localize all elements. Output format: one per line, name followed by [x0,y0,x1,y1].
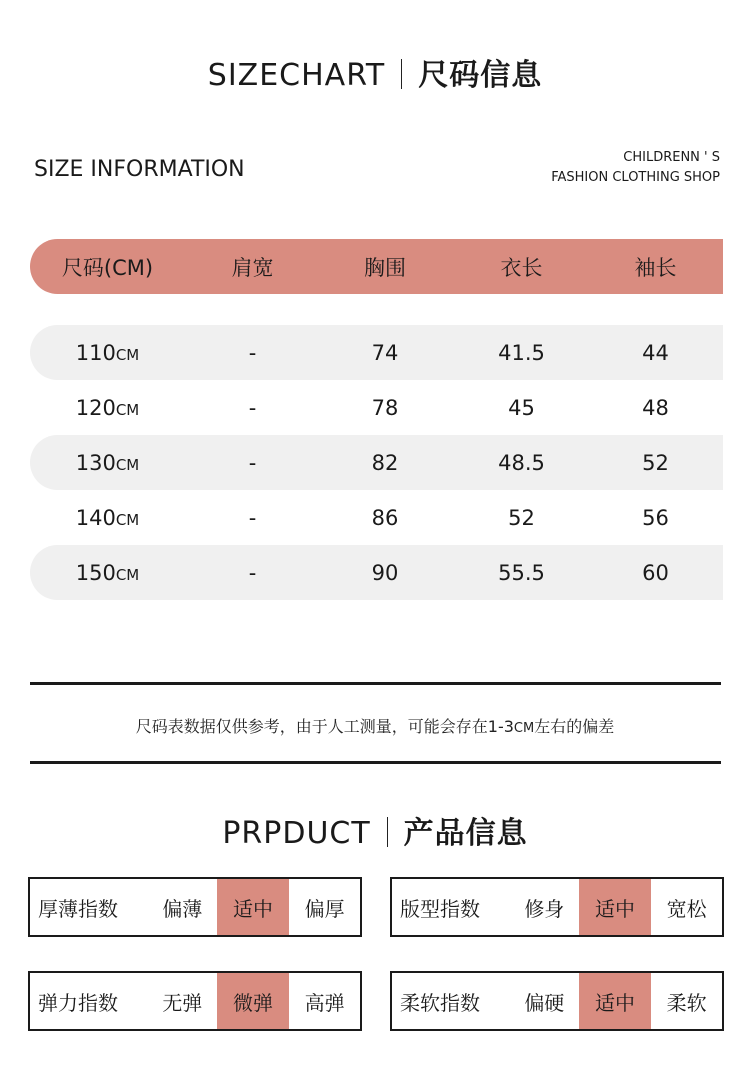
length-cell: 45 [508,395,535,420]
index-option: 无弹 [162,990,203,1015]
title-divider [401,59,402,89]
index-option: 柔软 [666,990,707,1015]
size-cell: 110CM [75,340,140,365]
shoulder-cell: - [248,450,257,475]
sleeve-cell: 52 [642,450,669,475]
header-size: 尺码(CM) [61,255,154,280]
elasticity-index [28,971,362,1031]
size-cell: 120CM [75,395,140,420]
index-option: 高弹 [304,990,345,1015]
chest-cell: 86 [371,505,399,530]
sleeve-cell: 48 [642,395,669,420]
brand-caption [551,148,720,188]
chest-cell: 78 [371,395,399,420]
sleeve-cell: 56 [642,505,669,530]
table-row [30,490,723,545]
brand-line-1: CHILDRENN ' S [623,150,720,165]
softness-index [390,971,724,1031]
index-option-selected: 微弹 [217,973,290,1029]
sleeve-cell: 44 [642,340,669,365]
index-label: 版型指数 [400,896,480,921]
shoulder-cell: - [248,340,257,365]
table-row [30,325,723,380]
sizechart-title-en: SIZECHART [207,58,386,93]
index-option-selected: 适中 [579,973,652,1029]
size-table-header [30,239,723,294]
size-cell: 140CM [75,505,140,530]
thickness-index [28,877,362,937]
table-row [30,435,723,490]
table-row [30,545,723,600]
header-sleeve: 袖长 [634,255,677,280]
brand-line-2: FASHION CLOTHING SHOP [551,170,720,185]
table-row [30,380,723,435]
index-option: 宽松 [666,896,707,921]
index-label: 厚薄指数 [38,896,118,921]
title-divider [387,817,388,847]
sizechart-title [0,50,750,94]
divider-bottom [30,761,721,764]
shoulder-cell: - [248,505,257,530]
divider-top [30,682,721,685]
chest-cell: 74 [371,340,399,365]
product-title [0,808,750,852]
fit-index [390,877,724,937]
header-shoulder: 肩宽 [231,255,274,280]
index-label: 弹力指数 [38,990,118,1015]
length-cell: 48.5 [498,450,545,475]
sleeve-cell: 60 [642,560,669,585]
index-option: 修身 [524,896,565,921]
shoulder-cell: - [248,395,257,420]
chest-cell: 82 [371,450,399,475]
measurement-note: 尺码表数据仅供参考，由于人工测量，可能会存在1-3CM左右的偏差 [135,717,615,736]
header-chest: 胸围 [364,255,406,280]
length-cell: 41.5 [498,340,545,365]
sizechart-title-zh: 尺码信息 [418,58,543,93]
product-title-en: PRPDUCT [222,816,371,851]
index-option: 偏薄 [162,896,203,921]
chest-cell: 90 [371,560,399,585]
size-cell: 150CM [75,560,140,585]
length-cell: 55.5 [498,560,545,585]
size-cell: 130CM [75,450,140,475]
index-option-selected: 适中 [217,879,290,935]
size-information-label: SIZE INFORMATION [34,157,245,182]
index-option: 偏厚 [304,896,345,921]
header-length: 衣长 [500,255,543,280]
index-option: 偏硬 [524,990,565,1015]
index-option-selected: 适中 [579,879,652,935]
shoulder-cell: - [248,560,257,585]
index-label: 柔软指数 [400,990,480,1015]
length-cell: 52 [508,505,535,530]
product-title-zh: 产品信息 [403,816,528,851]
